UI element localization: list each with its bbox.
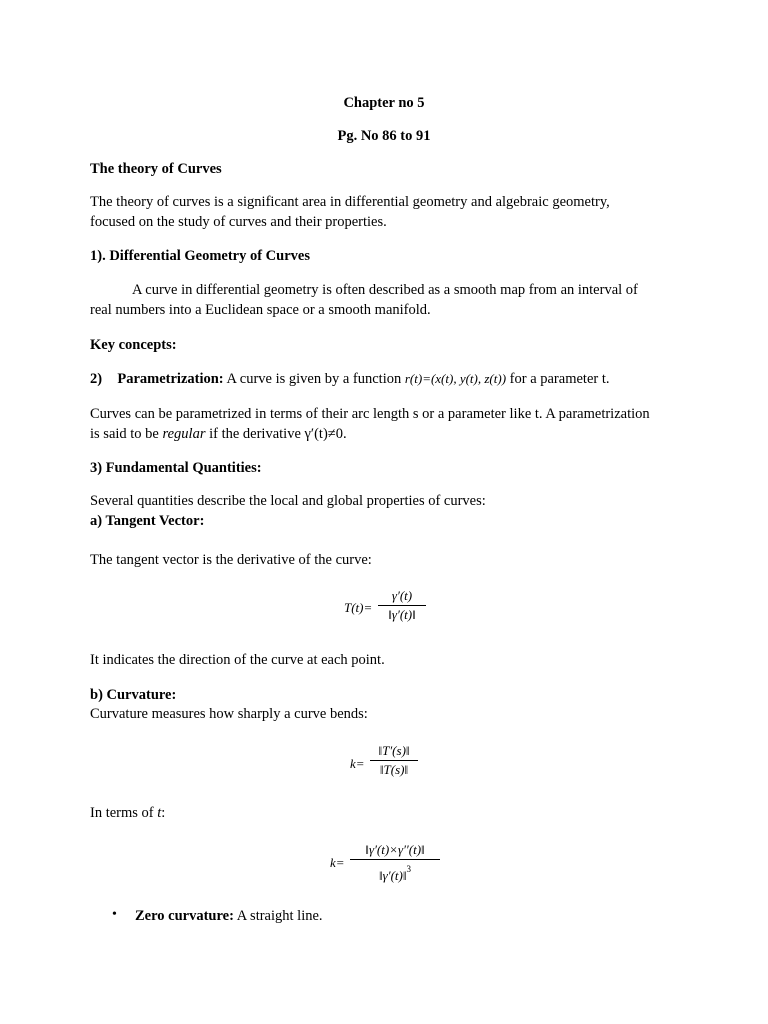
- item-text: A curve is given by a function: [226, 371, 402, 387]
- intro-line-2: focused on the study of curves and their properties.: [90, 214, 387, 230]
- in-terms-of-line: [90, 803, 165, 823]
- tangent-heading: a) Tangent Vector:: [90, 513, 205, 529]
- param-line-1: Curves can be parametrized in terms of their arc length s or a parameter like t. A parametrization: [90, 406, 650, 422]
- tangent-text: The tangent vector is the derivative of the curve:: [90, 552, 372, 568]
- page-range: Pg. No 86 to 91: [337, 128, 431, 144]
- curvature-formula-fraction: [370, 742, 418, 779]
- curvature-heading: b) Curvature:: [90, 687, 177, 703]
- s1-paragraph-line-1: A curve in differential geometry is often described as a smooth map from an interval of: [132, 282, 638, 298]
- item-label: Parametrization:: [117, 371, 224, 387]
- curvature-formula-lhs: k=: [350, 756, 365, 771]
- tangent-formula-denominator: ‖γ′(t)‖: [388, 607, 416, 622]
- section-heading: The theory of Curves: [90, 161, 222, 177]
- item-tail: for a parameter t.: [509, 371, 610, 387]
- intro-line-1: The theory of curves is a significant area in differential geometry and algebraic geometry,: [90, 194, 610, 210]
- bullet-icon: •: [112, 907, 117, 922]
- curvature-text: Curvature measures how sharply a curve bends:: [90, 706, 368, 722]
- curvature-t-formula-numerator: ‖γ′(t)×γ′′(t)‖: [365, 842, 425, 857]
- curvature-t-formula-denominator: [350, 860, 440, 885]
- bullet-item-zero-curvature: [135, 906, 323, 926]
- section-3-heading: 3) Fundamental Quantities:: [90, 460, 262, 476]
- param-text-c: if the derivative γ′(t)≠0.: [205, 426, 347, 442]
- tangent-formula-fraction: [378, 587, 426, 624]
- curvature-t-exponent: 3: [406, 864, 412, 874]
- in-terms-text: In terms of: [90, 805, 158, 821]
- param-regular: regular: [162, 426, 206, 442]
- key-concepts-heading: Key concepts:: [90, 337, 177, 353]
- item-formula: r(t)=(x(t), y(t), z(t)): [404, 371, 507, 386]
- curvature-t-denominator-base: ‖γ′(t)‖: [378, 868, 407, 883]
- tangent-formula-numerator: γ′(t): [391, 588, 413, 603]
- param-line-2: [90, 424, 347, 444]
- tangent-note: It indicates the direction of the curve at each point.: [90, 652, 385, 668]
- curvature-t-formula-fraction: [350, 841, 440, 885]
- section-1-heading: 1). Differential Geometry of Curves: [90, 248, 310, 264]
- curvature-t-formula-lhs: k=: [330, 855, 345, 870]
- in-terms-variable: t: [157, 805, 162, 821]
- parametrization-item: [90, 369, 610, 389]
- chapter-title: Chapter no 5: [343, 95, 425, 111]
- s1-paragraph-line-2: real numbers into a Euclidean space or a smooth manifold.: [90, 302, 431, 318]
- s3-paragraph: Several quantities describe the local and global properties of curves:: [90, 493, 486, 509]
- bullet-text: A straight line.: [233, 908, 323, 924]
- tangent-formula-lhs: T(t)=: [344, 600, 373, 615]
- param-text-a: is said to be: [90, 426, 163, 442]
- curvature-formula-numerator: ‖T′(s)‖: [378, 743, 410, 758]
- in-terms-colon: :: [161, 805, 166, 821]
- bullet-label: Zero curvature:: [135, 908, 234, 924]
- item-number: 2): [90, 371, 103, 387]
- curvature-formula-denominator: ‖T(s)‖: [379, 762, 409, 777]
